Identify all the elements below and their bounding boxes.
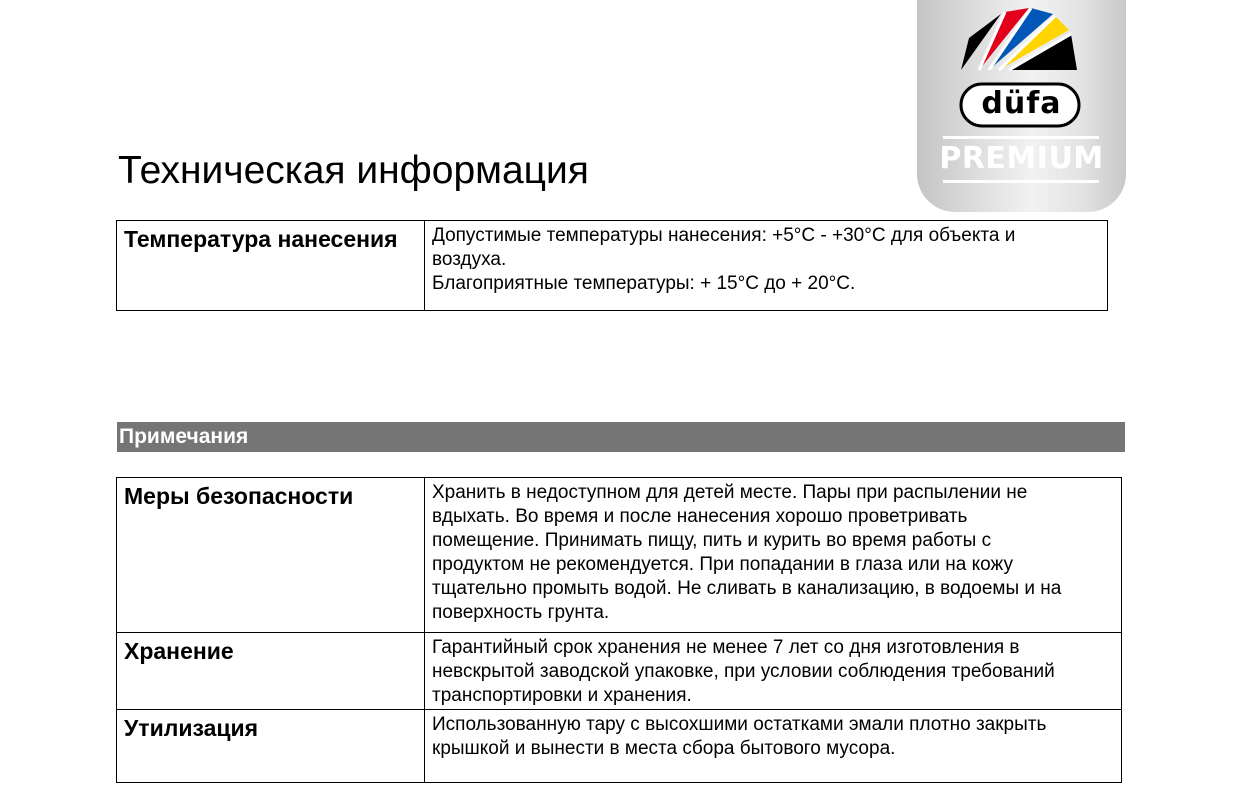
row-value-cell <box>425 221 1108 311</box>
value-line: поверхность грунта. <box>432 602 610 623</box>
value-line: помещение. Принимать пищу, пить и курить во время работы с <box>432 530 992 551</box>
row-label: Утилизация <box>124 715 259 741</box>
notes-table <box>116 477 1122 783</box>
row-value <box>432 481 1115 625</box>
brand-name: düfa <box>981 86 1062 121</box>
row-value-cell <box>425 478 1122 633</box>
value-line: Допустимые температуры нанесения: +5°C - +30°C для объекта и <box>432 225 1016 246</box>
row-label: Хранение <box>124 638 234 664</box>
value-line: невскрытой заводской упаковке, при условии соблюдения требований <box>432 661 1055 682</box>
table-row <box>117 710 1122 783</box>
value-line: Гарантийный срок хранения не менее 7 лет со дня изготовления в <box>432 637 1020 658</box>
row-label-cell <box>117 633 425 710</box>
value-line: Хранить в недоступном для детей месте. Пары при распылении не <box>432 482 1028 503</box>
value-line: вдыхать. Во время и после нанесения хорошо проветривать <box>432 506 968 527</box>
row-label-cell <box>117 478 425 633</box>
value-line: транспортировки и хранения. <box>432 685 692 706</box>
row-label-cell <box>117 221 425 311</box>
brand-line-premium: PREMIUM <box>939 141 1104 176</box>
row-value-cell <box>425 710 1122 783</box>
table-row <box>117 633 1122 710</box>
section-heading-notes <box>117 422 1125 452</box>
row-label: Меры безопасности <box>124 483 354 509</box>
section-heading-text: Примечания <box>119 425 249 448</box>
value-line: продуктом не рекомендуется. При попадании в глаза или на кожу <box>432 554 1013 575</box>
value-line: Использованную тару с высохшими остатками эмали плотно закрыть <box>432 714 1047 735</box>
table-row <box>117 478 1122 633</box>
value-line: тщательно промыть водой. Не сливать в канализацию, в водоемы и на <box>432 578 1062 599</box>
value-line: крышкой и вынести в места сбора бытового мусора. <box>432 738 896 759</box>
table-row <box>117 221 1108 311</box>
value-line: воздуха. <box>432 249 507 270</box>
row-value <box>432 224 1101 296</box>
row-label-cell <box>117 710 425 783</box>
row-label: Температура нанесения <box>124 226 398 252</box>
row-value <box>432 636 1115 708</box>
row-value-cell <box>425 633 1122 710</box>
brand-logo <box>917 0 1126 212</box>
application-table <box>116 220 1108 311</box>
value-line: Благоприятные температуры: + 15°C до + 20°C. <box>432 273 856 294</box>
row-value <box>432 713 1115 761</box>
page-title: Техническая информация <box>118 149 589 192</box>
